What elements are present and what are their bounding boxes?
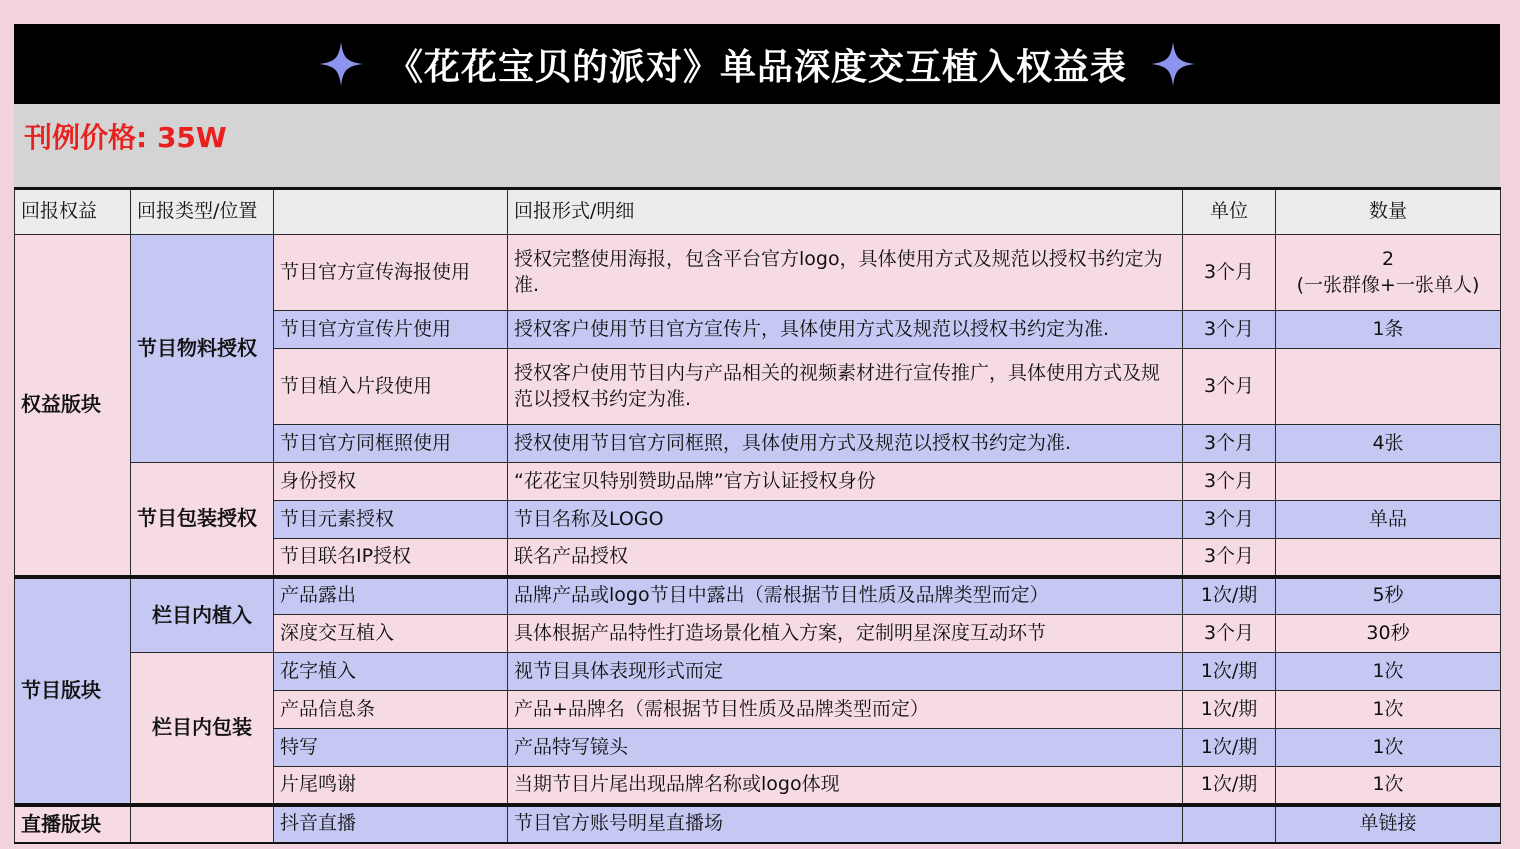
row-item: 花字植入 — [274, 653, 508, 691]
row-quantity — [1276, 349, 1501, 425]
row-quantity-main: 2 — [1381, 247, 1395, 270]
section-live: 直播版块 — [15, 805, 131, 843]
rights-table — [14, 187, 1501, 844]
header-unit: 单位 — [1183, 189, 1276, 235]
row-detail: 当期节目片尾出现品牌名称或logo体现 — [508, 767, 1183, 805]
table-row — [15, 805, 1501, 843]
header-type-position: 回报类型/位置 — [131, 189, 274, 235]
sparkle-icon — [1149, 40, 1197, 88]
table-row — [15, 235, 1501, 311]
row-detail: 授权客户使用节目内与产品相关的视频素材进行宣传推广，具体使用方式及规范以授权书约定为准. — [508, 349, 1183, 425]
header-quantity: 数量 — [1276, 189, 1501, 235]
row-item: 身份授权 — [274, 463, 508, 501]
row-unit: 3个月 — [1183, 501, 1276, 539]
row-quantity — [1276, 539, 1501, 577]
row-detail: 节目名称及LOGO — [508, 501, 1183, 539]
row-detail: 视节目具体表现形式而定 — [508, 653, 1183, 691]
row-item: 产品信息条 — [274, 691, 508, 729]
sparkle-icon — [317, 40, 365, 88]
row-unit: 1次/期 — [1183, 653, 1276, 691]
row-quantity-sub: (一张群像+一张单人) — [1296, 273, 1480, 296]
row-item: 节目元素授权 — [274, 501, 508, 539]
document-frame — [14, 24, 1500, 836]
rights-table-wrap — [14, 187, 1500, 844]
row-detail: “花花宝贝特别赞助品牌”官方认证授权身份 — [508, 463, 1183, 501]
row-unit: 1次/期 — [1183, 577, 1276, 615]
row-item: 节目官方宣传海报使用 — [274, 235, 508, 311]
row-quantity: 1次 — [1276, 653, 1501, 691]
header-benefit: 回报权益 — [15, 189, 131, 235]
row-unit: 1次/期 — [1183, 767, 1276, 805]
row-item: 抖音直播 — [274, 805, 508, 843]
group-inner-package: 栏目内包装 — [131, 653, 274, 805]
row-quantity: 1次 — [1276, 767, 1501, 805]
row-detail: 授权客户使用节目官方宣传片，具体使用方式及规范以授权书约定为准. — [508, 311, 1183, 349]
row-item: 节目官方宣传片使用 — [274, 311, 508, 349]
price-bar — [14, 104, 1500, 187]
row-unit — [1183, 805, 1276, 843]
row-detail: 产品+品牌名（需根据节目性质及品牌类型而定） — [508, 691, 1183, 729]
row-item: 节目联名IP授权 — [274, 539, 508, 577]
group-live — [131, 805, 274, 843]
group-material: 节目物料授权 — [131, 235, 274, 463]
row-unit: 1次/期 — [1183, 729, 1276, 767]
row-quantity: 4张 — [1276, 425, 1501, 463]
table-header-row — [15, 189, 1501, 235]
row-detail: 联名产品授权 — [508, 539, 1183, 577]
row-quantity — [1276, 235, 1501, 311]
row-unit: 3个月 — [1183, 311, 1276, 349]
group-implant: 栏目内植入 — [131, 577, 274, 653]
row-unit: 3个月 — [1183, 425, 1276, 463]
row-item: 片尾鸣谢 — [274, 767, 508, 805]
row-detail: 授权完整使用海报，包含平台官方logo，具体使用方式及规范以授权书约定为准. — [508, 235, 1183, 311]
row-item: 特写 — [274, 729, 508, 767]
row-item: 节目官方同框照使用 — [274, 425, 508, 463]
row-quantity: 1次 — [1276, 691, 1501, 729]
header-item — [274, 189, 508, 235]
group-package: 节目包装授权 — [131, 463, 274, 577]
price-label: 刊例价格: 35W — [24, 121, 227, 154]
row-unit: 3个月 — [1183, 349, 1276, 425]
row-quantity: 1次 — [1276, 729, 1501, 767]
row-item: 节目植入片段使用 — [274, 349, 508, 425]
page-title: 《花花宝贝的派对》单品深度交互植入权益表 — [386, 46, 1127, 88]
row-quantity — [1276, 463, 1501, 501]
row-detail: 授权使用节目官方同框照，具体使用方式及规范以授权书约定为准. — [508, 425, 1183, 463]
row-unit: 3个月 — [1183, 615, 1276, 653]
row-unit: 1次/期 — [1183, 691, 1276, 729]
table-row — [15, 653, 1501, 691]
row-quantity: 单链接 — [1276, 805, 1501, 843]
section-program: 节目版块 — [15, 577, 131, 805]
row-detail: 具体根据产品特性打造场景化植入方案，定制明星深度互动环节 — [508, 615, 1183, 653]
section-rights: 权益版块 — [15, 235, 131, 577]
row-quantity: 单品 — [1276, 501, 1501, 539]
row-item: 产品露出 — [274, 577, 508, 615]
row-item: 深度交互植入 — [274, 615, 508, 653]
title-bar — [14, 24, 1500, 104]
row-unit: 3个月 — [1183, 235, 1276, 311]
header-form-detail: 回报形式/明细 — [508, 189, 1183, 235]
row-detail: 品牌产品或logo节目中露出（需根据节目性质及品牌类型而定） — [508, 577, 1183, 615]
row-detail: 节目官方账号明星直播场 — [508, 805, 1183, 843]
table-row — [15, 577, 1501, 615]
row-unit: 3个月 — [1183, 463, 1276, 501]
row-quantity: 30秒 — [1276, 615, 1501, 653]
table-row — [15, 463, 1501, 501]
row-quantity: 5秒 — [1276, 577, 1501, 615]
row-unit: 3个月 — [1183, 539, 1276, 577]
row-detail: 产品特写镜头 — [508, 729, 1183, 767]
row-quantity: 1条 — [1276, 311, 1501, 349]
